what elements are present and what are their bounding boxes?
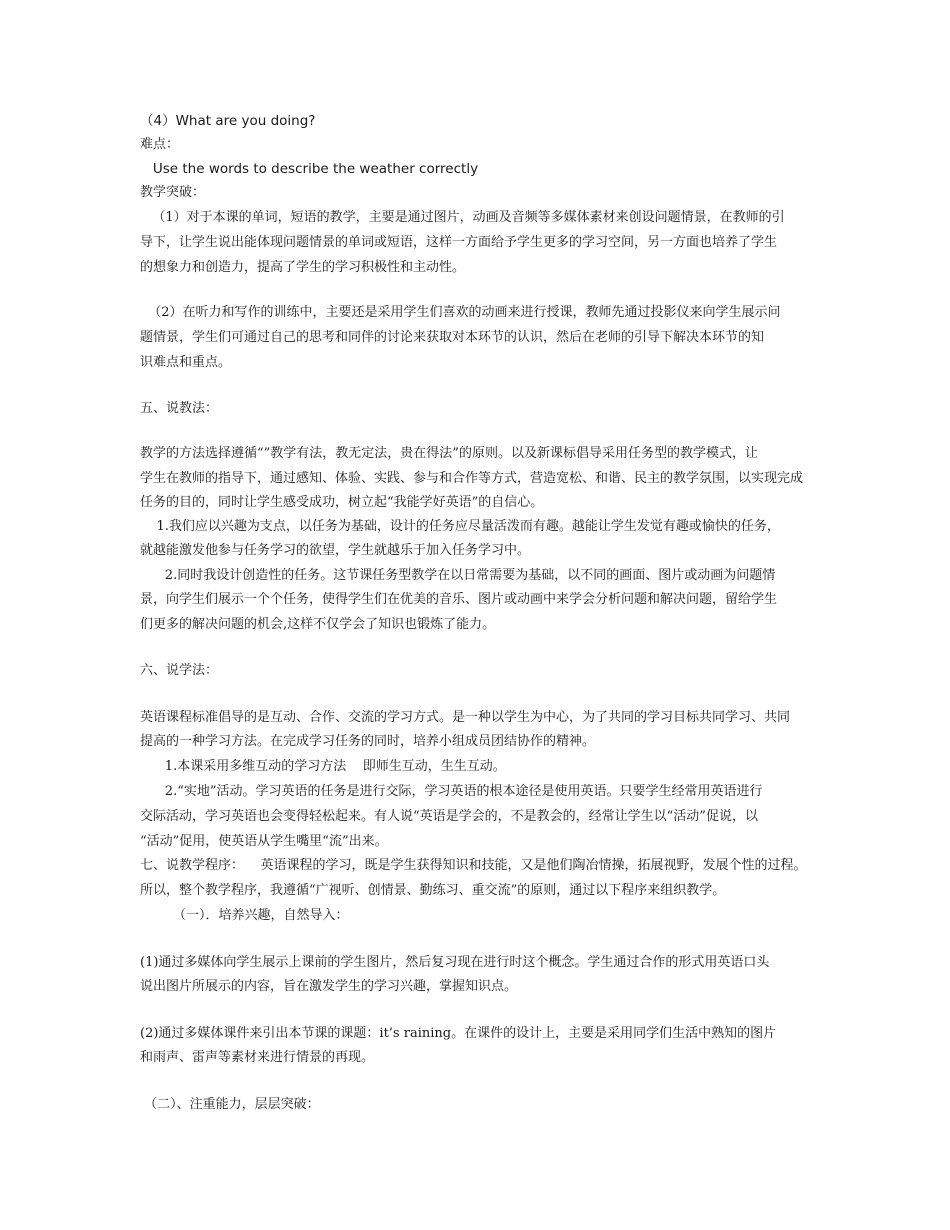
- section-heading: 五、说教法：: [140, 401, 219, 416]
- text-line: (2)通过多媒体课件来引出本节课的课题：it’s raining。在课件的设计上，主要是采用同学们生活中熟知的图片: [140, 1026, 777, 1041]
- text-line: （1）对于本课的单词，短语的教学，主要是通过图片，动画及音频等多媒体素材来创设问题情景，在教师的引: [140, 210, 785, 225]
- text-line: 就越能激发他参与任务学习的欲望，学生就越乐于加入任务学习中。: [140, 543, 531, 558]
- text-line: 所以，整个教学程序，我遵循“广视听、创情景、勤练习、重交流”的原则，通过以下程序来组织教学。: [140, 883, 726, 898]
- text-line: 2.同时我设计创造性的任务。这节课任务型教学在以日常需要为基础，以不同的画面、图片或动画为问题情: [140, 568, 776, 583]
- text-line: 和雨声、雷声等素材来进行情景的再现。: [140, 1050, 375, 1065]
- text-line: 说出图片所展示的内容，旨在激发学生的学习兴趣，掌握知识点。: [140, 979, 518, 994]
- text-line: （2）在听力和写作的训练中，主要还是采用学生们喜欢的动画来进行授课，教师先通过投影仪来向学生展示问: [140, 305, 781, 320]
- subsection-heading: （一）．培养兴趣，自然导入：: [140, 908, 349, 923]
- text-line: 景，向学生们展示一个个任务，使得学生们在优美的音乐、图片或动画中来学会分析问题和解决问题，留给学生: [140, 592, 778, 607]
- text-line: 的想象力和创造力，提高了学生的学习积极性和主动性。: [140, 260, 466, 275]
- text-line: “活动”促用，使英语从学生嘴里“流”出来。: [140, 834, 388, 849]
- text-line: 1.本课采用多维互动的学习方法 即师生互动，生生互动。: [140, 759, 506, 774]
- text-line: 学生在教师的指导下，通过感知、体验、实践、参与和合作等方式，营造宽松、和谐、民主的教学氛围，以实现完成: [140, 471, 804, 486]
- text-line: 题情景，学生们可通过自己的思考和同伴的讨论来获取对本环节的认识，然后在老师的引导下解决本环节的知: [140, 330, 765, 345]
- text-line: 难点：: [140, 137, 180, 152]
- text-line: 任务的目的，同时让学生感受成功，树立起“我能学好英语”的自信心。: [140, 495, 544, 510]
- text-line: 导下，让学生说出能体现问题情景的单词或短语，这样一方面给予学生更多的学习空间，另一方面也培养了学生: [140, 235, 778, 250]
- text-line: 2.“实地”活动。学习英语的任务是进行交际，学习英语的根本途径是使用英语。只要学生经常用英语进行: [140, 784, 763, 799]
- text-line: (1)通过多媒体向学生展示上课前的学生图片，然后复习现在进行时这个概念。学生通过合作的形式用英语口头: [140, 955, 770, 970]
- text-line: 提高的一种学习方法。在完成学习任务的同时，培养小组成员团结协作的精神。: [140, 734, 596, 749]
- section-heading: 六、说学法：: [140, 663, 219, 678]
- text-line: 1.我们应以兴趣为支点，以任务为基础，设计的任务应尽量活泼而有趣。越能让学生发觉有趣或愉快的任务，: [140, 519, 780, 534]
- subsection-heading: （二）、注重能力，层层突破：: [140, 1097, 320, 1112]
- text-line: 英语课程标准倡导的是互动、合作、交流的学习方式。是一种以学生为中心，为了共同的学习目标共同学习、共同: [140, 710, 791, 725]
- text-line: 识难点和重点。: [140, 355, 232, 370]
- text-line: 们更多的解决问题的机会,这样不仅学会了知识也锻炼了能力。: [140, 617, 496, 632]
- section-heading: 七、说教学程序： 英语课程的学习，既是学生获得知识和技能，又是他们陶冶情操，拓展视野，发展个性的过程。: [140, 858, 807, 873]
- text-line: 教学的方法选择遵循“”教学有法，教无定法，贵在得法”的原则。以及新课标倡导采用任务型的教学模式，让: [140, 446, 758, 461]
- text-line: 教学突破：: [140, 185, 206, 200]
- text-line: 交际活动，学习英语也会变得轻松起来。有人说“英语是学会的，不是教会的，经常让学生以“活动”促说，以: [140, 809, 758, 824]
- text-line: Use the words to describe the weather correctly: [140, 161, 479, 177]
- text-line: （4）What are you doing?: [140, 113, 316, 129]
